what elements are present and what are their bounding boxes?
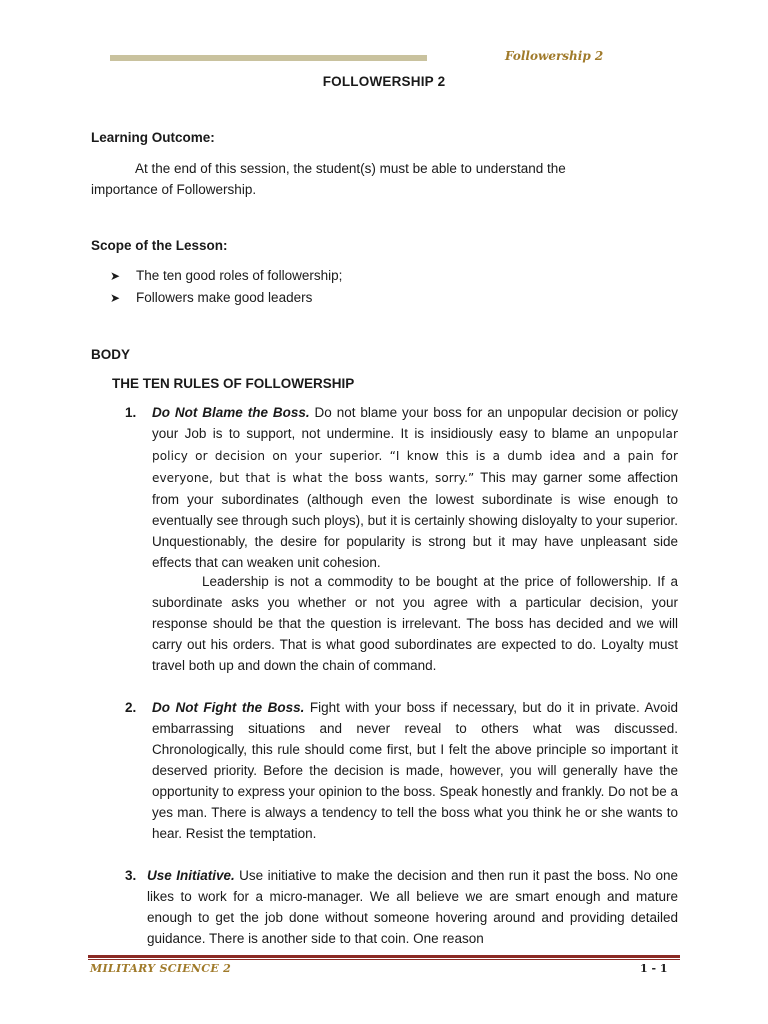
footer-rule-thin — [88, 959, 680, 960]
footer-rule — [88, 955, 680, 958]
header-rule — [110, 55, 427, 61]
scope-heading: Scope of the Lesson: — [91, 238, 228, 253]
rule-text: This may garner some affection from your subordinates (although even the lowest subordinate is wise enough to eventually see through such ploys), but it is certainly showing disloyalty to your superior. Unquestionably, the desire for popularity is strong but it may have unpleasant side effects that can weaken unit cohesion. — [152, 470, 679, 570]
rule-paragraph — [152, 697, 678, 844]
arrow-bullet-icon: ➤ — [110, 291, 121, 305]
scope-item — [110, 268, 342, 283]
rule-paragraph — [152, 402, 678, 573]
scope-item-text: Followers make good leaders — [136, 290, 313, 305]
learning-outcome-line1: At the end of this session, the student(s) must be able to understand the — [135, 161, 566, 176]
rules-subheading: THE TEN RULES OF FOLLOWERSHIP — [112, 376, 355, 391]
rule-text: Use initiative to make the decision and then run it past the boss. No one likes to work for a micro-manager. We all believe we are smart enough and mature enough to get the job done without someone hovering around and providing detailed guidance. There is another side to that coin. One reason — [147, 868, 678, 946]
rule-quote: unpopular policy or decision on your superior. “I know this is a dumb idea and a pain for everyone, but that is what the boss wants, sorry.” — [152, 427, 678, 485]
page-number: 1 - 1 — [640, 962, 668, 975]
scope-item-text: The ten good roles of followership; — [136, 268, 343, 283]
rule-title: Do Not Fight the Boss. — [152, 700, 305, 715]
rule-title: Do Not Blame the Boss. — [152, 405, 310, 420]
rule-text: Do not blame your boss for an unpopular decision or policy your Job is to support, not undermine. It is insidiously easy to blame an — [152, 405, 679, 441]
rule-title: Use Initiative. — [147, 868, 235, 883]
rule-number: 3. — [125, 868, 137, 883]
rule-paragraph — [147, 865, 678, 949]
rule-number: 2. — [125, 700, 137, 715]
learning-outcome-line2: importance of Followership. — [91, 182, 257, 197]
rule-number: 1. — [125, 405, 137, 420]
page-title: FOLLOWERSHIP 2 — [322, 74, 446, 89]
footer-course: MILITARY SCIENCE 2 — [90, 962, 232, 975]
rule-text: Fight with your boss if necessary, but do it in private. Avoid embarrassing situations and never reveal to others what was discussed. Chronologically, this rule should come first, but I felt the above principle so important it deserved priority. Before the decision is made, however, you will generally have the opportunity to express your opinion to the boss. Speak honestly and frankly. Do not be a yes man. There is always a tendency to tell the boss what you think he or she wants to hear. Resist the temptation. — [152, 700, 678, 841]
arrow-bullet-icon: ➤ — [110, 269, 121, 283]
running-title: Followership 2 — [505, 49, 604, 63]
rule-paragraph-2: Leadership is not a commodity to be bought at the price of followership. If a subordinate asks you whether or not you agree with a particular decision, your response should be that the question is irrelevant. The boss has decided and we will carry out his orders. That is what good subordinates are expected to do. Loyalty must travel both up and down the chain of command. — [152, 574, 678, 673]
body-heading: BODY — [91, 347, 131, 362]
scope-item — [110, 290, 312, 305]
learning-outcome-heading: Learning Outcome: — [91, 130, 215, 145]
